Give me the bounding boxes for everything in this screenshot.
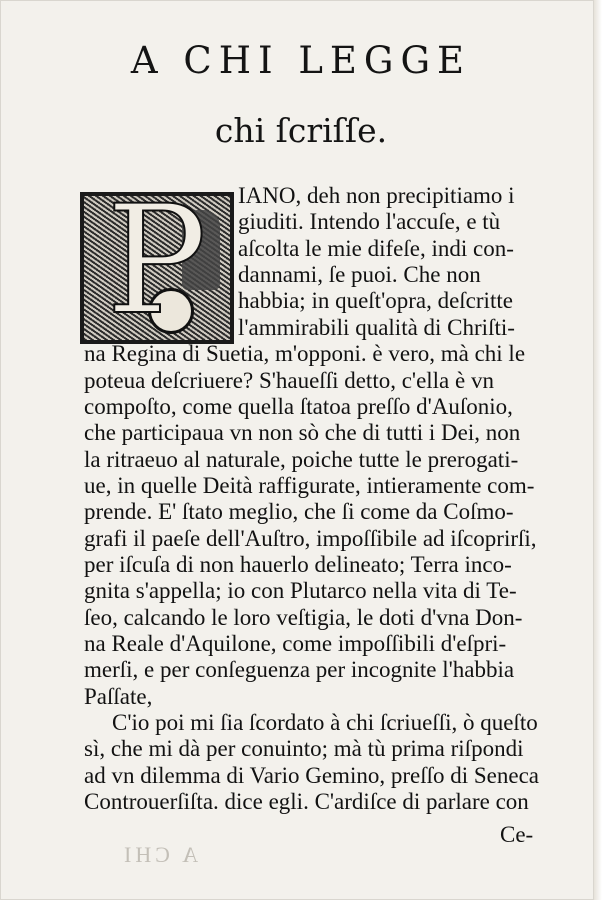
text-line: compoſto, come quella ſtatoa preſſo d'Auſonio, xyxy=(84,394,513,419)
text-line: Paſſate, xyxy=(84,684,153,709)
text-line: merſi, e per conſeguenza per incognite l'habbia xyxy=(84,657,515,682)
decorated-initial xyxy=(80,192,234,344)
page-title: A CHI LEGGE xyxy=(130,39,472,82)
text-line: ſeo, calcando le loro veſtigia, le doti d'vna Don- xyxy=(84,605,523,630)
catchword: Ce- xyxy=(500,822,534,847)
initial-letter: P xyxy=(106,192,207,344)
text-line: l'ammirabili qualità di Chriſti- xyxy=(238,315,515,340)
text-line: IANO, deh non precipitiamo i xyxy=(238,183,515,208)
text-line: giuditi. Intendo l'accuſe, e tù xyxy=(238,209,501,234)
bleed-through-text: A CHI xyxy=(120,842,199,867)
text-line: per iſcuſa di non hauerlo delineato; Terra inco- xyxy=(84,552,512,577)
text-line: habbia; in queſt'opra, deſcritte xyxy=(238,288,513,313)
text-line: sì, che mi dà per conuinto; mà tù prima riſpondi xyxy=(84,736,524,761)
text-line: ad vn dilemma di Vario Gemino, preſſo di Seneca xyxy=(84,763,539,788)
text-line: grafi il paeſe dell'Auſtro, impoſſibile ad iſcoprirſi, xyxy=(84,526,537,551)
text-line: na Regina di Suetia, m'opponi. è vero, mà chi le xyxy=(84,341,526,366)
text-line: che participaua vn non sò che di tutti i Dei, non xyxy=(84,420,521,445)
text-line: aſcolta le mie difeſe, indi con- xyxy=(238,236,514,261)
text-line: poteua deſcriuere? S'haueſſi detto, c'ella è vn xyxy=(84,368,494,393)
page-subtitle: chi ſcriſſe. xyxy=(214,111,388,150)
text-line: C'io poi mi ſia ſcordato à chi ſcriueſſi, ò queſto xyxy=(112,710,538,735)
text-line: ue, in quelle Deità raffigurate, intieramente com- xyxy=(84,473,535,498)
text-line: dannami, ſe puoi. Che non xyxy=(238,262,481,287)
text-line: Controuerſiſta. dice egli. C'ardiſce di parlare con xyxy=(84,789,529,814)
text-line: prende. E' ſtato meglio, che ſi come da Coſmo- xyxy=(84,499,514,524)
text-line: gnita s'appella; io con Plutarco nella vita di Te- xyxy=(84,578,517,603)
text-line: la ritraeuo al naturale, poiche tutte le prerogati- xyxy=(84,447,519,472)
text-line: na Reale d'Aquilone, come impoſſibili d'eſpri- xyxy=(84,631,507,656)
